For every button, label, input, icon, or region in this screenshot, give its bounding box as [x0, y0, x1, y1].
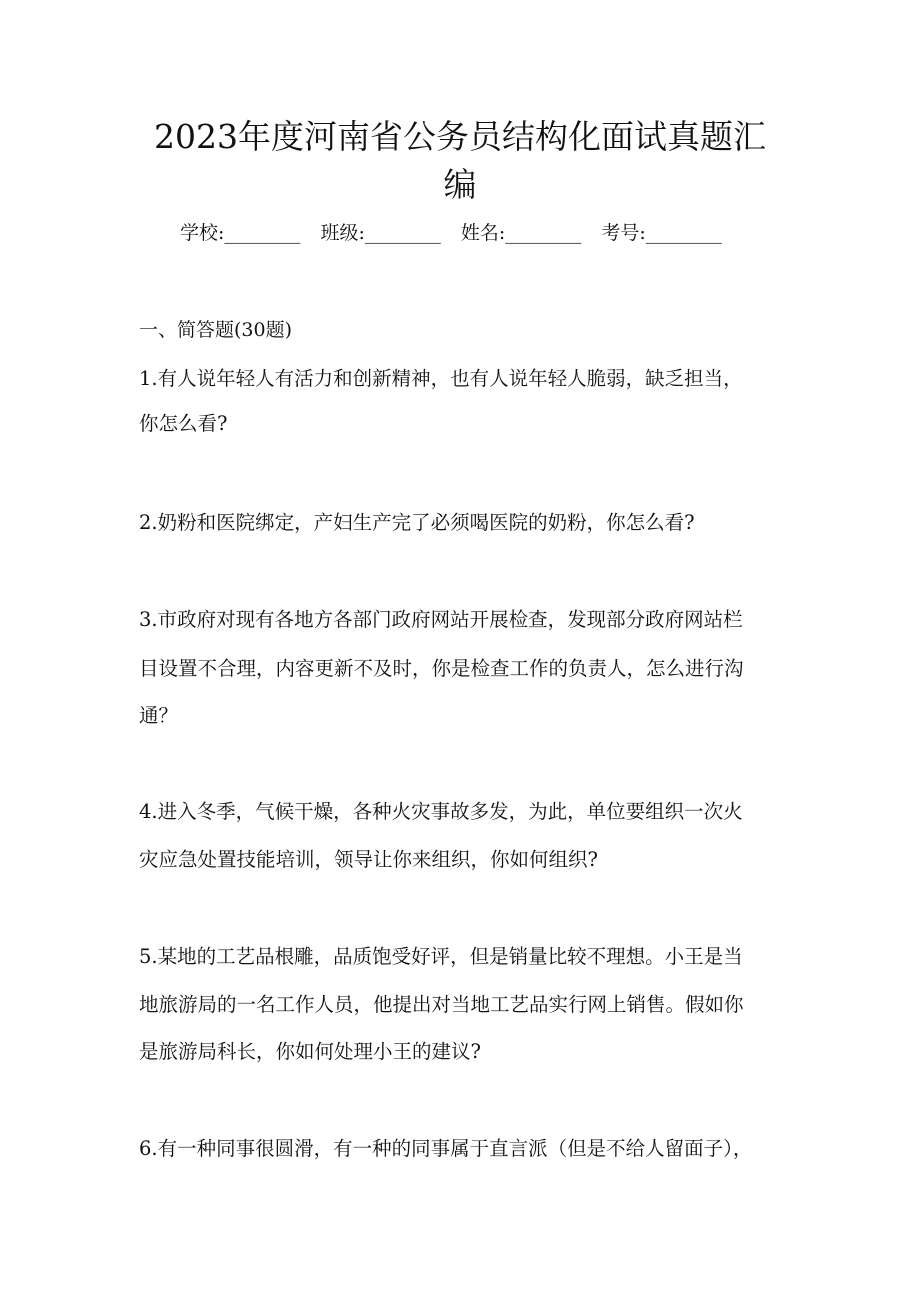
question-4-line-2: 灾应急处置技能培训，领导让你来组织，你如何组织?: [139, 848, 598, 871]
student-info-row: [180, 218, 736, 248]
question-3-line-3: 通？: [139, 704, 179, 727]
question-6-line-1: 6.有一种同事很圆滑，有一种的同事属于直言派（但是不给人留面子），: [139, 1137, 753, 1160]
document-title-line-2: 编: [443, 165, 477, 204]
question-3-line-2: 目设置不合理，内容更新不及时，你是检查工作的负责人，怎么进行沟: [139, 657, 744, 680]
name-field: 姓名:________: [460, 222, 582, 244]
question-1-line-1: 1.有人说年轻人有活力和创新精神，也有人说年轻人脆弱，缺乏担当，: [139, 367, 743, 390]
document-title-line-1: 2023年度河南省公务员结构化面试真题汇: [154, 117, 766, 156]
question-1-line-2: 你怎么看?: [139, 412, 228, 435]
question-5-line-3: 是旅游局科长，你如何处理小王的建议?: [139, 1040, 481, 1063]
section-heading: 一、简答题(30题): [139, 319, 293, 341]
school-field: 学校:________: [180, 222, 301, 244]
class-field: 班级:________: [320, 222, 441, 244]
question-2-line-1: 2.奶粉和医院绑定，产妇生产完了必须喝医院的奶粉，你怎么看?: [139, 511, 695, 534]
question-5-line-1: 5.某地的工艺品根雕，品质饱受好评，但是销量比较不理想。小王是当: [139, 945, 743, 968]
question-3-line-1: 3.市政府对现有各地方各部门政府网站开展检查，发现部分政府网站栏: [139, 608, 743, 631]
exam-number-field: 考号:________: [601, 222, 722, 244]
question-4-line-1: 4.进入冬季，气候干燥，各种火灾事故多发，为此，单位要组织一次火: [139, 800, 743, 823]
question-5-line-2: 地旅游局的一名工作人员，他提出对当地工艺品实行网上销售。假如你: [139, 993, 744, 1016]
